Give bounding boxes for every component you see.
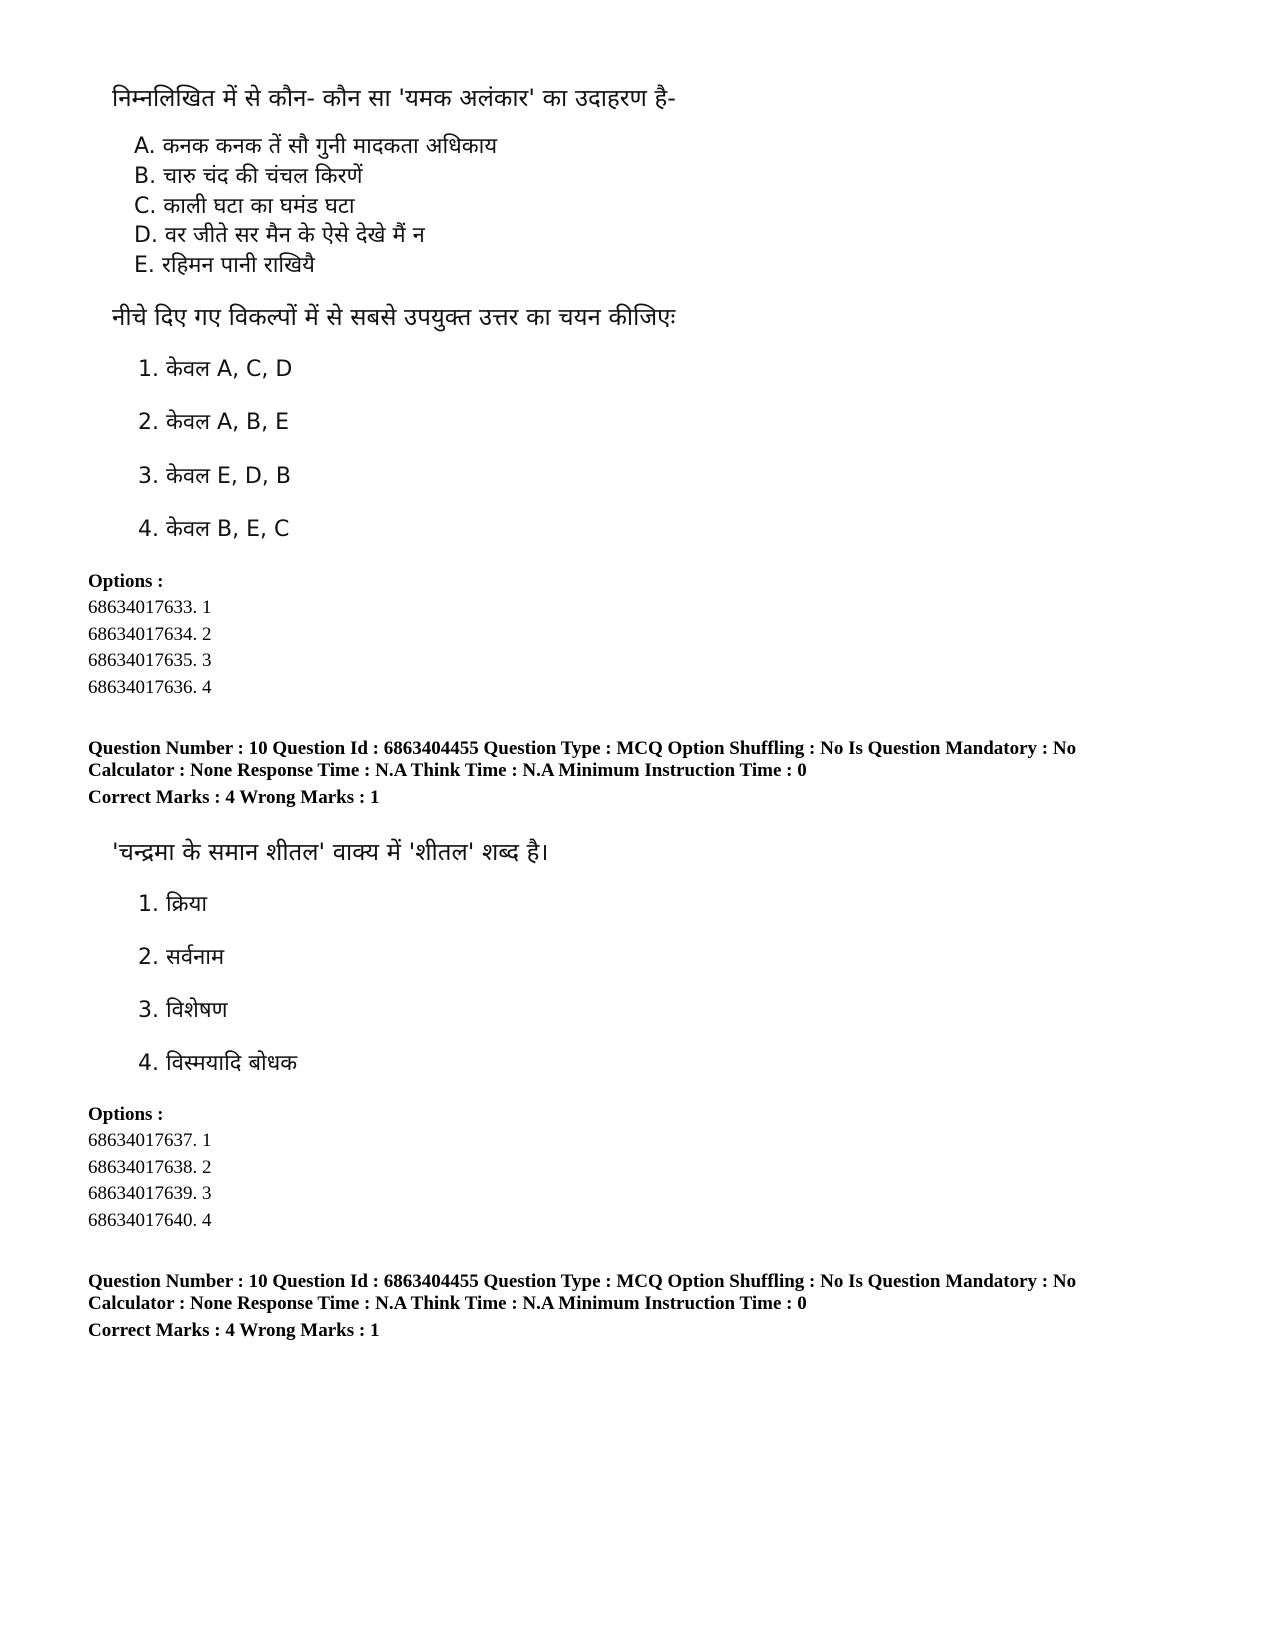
choice-3: 3. केवल E, D, B (138, 464, 291, 489)
question-text: निम्नलिखित में से कौन- कौन सा 'यमक अलंकार' का उदाहरण है- (112, 84, 676, 112)
statement-b: B. चारु चंद की चंचल किरणें (134, 164, 363, 189)
option-id-4: 68634017640. 4 (88, 1210, 212, 1231)
option-id-1: 68634017637. 1 (88, 1130, 212, 1151)
instruction-text: नीचे दिए गए विकल्पों में से सबसे उपयुक्त उत्तर का चयन कीजिएः (112, 303, 676, 331)
question-meta-line-2: Calculator : None Response Time : N.A Think Time : N.A Minimum Instruction Time : 0 (88, 1293, 807, 1314)
option-id-3: 68634017635. 3 (88, 650, 212, 671)
choice-3: 3. विशेषण (138, 998, 228, 1023)
option-id-3: 68634017639. 3 (88, 1183, 212, 1204)
choice-2: 2. सर्वनाम (138, 945, 225, 970)
choice-1: 1. क्रिया (138, 892, 208, 917)
statement-d: D. वर जीते सर मैन के ऐसे देखे मैं न (134, 223, 425, 248)
question-marks: Correct Marks : 4 Wrong Marks : 1 (88, 1320, 380, 1341)
options-label: Options : (88, 1104, 164, 1125)
question-meta-line-1: Question Number : 10 Question Id : 6863404455 Question Type : MCQ Option Shuffling : No Is Question Mandatory : No (88, 738, 1077, 759)
statement-a: A. कनक कनक तें सौ गुनी मादकता अधिकाय (134, 134, 498, 159)
options-label: Options : (88, 571, 164, 592)
statement-e: E. रहिमन पानी राखियै (134, 253, 315, 278)
question-meta-line-1: Question Number : 10 Question Id : 6863404455 Question Type : MCQ Option Shuffling : No Is Question Mandatory : No (88, 1271, 1077, 1292)
option-id-2: 68634017634. 2 (88, 624, 212, 645)
statement-c: C. काली घटा का घमंड घटा (134, 194, 355, 219)
choice-4: 4. विस्मयादि बोधक (138, 1051, 298, 1076)
choice-4: 4. केवल B, E, C (138, 517, 290, 542)
choice-1: 1. केवल A, C, D (138, 357, 293, 382)
question-text: 'चन्द्रमा के समान शीतल' वाक्य में 'शीतल' शब्द है। (112, 838, 549, 866)
question-meta-line-2: Calculator : None Response Time : N.A Think Time : N.A Minimum Instruction Time : 0 (88, 760, 807, 781)
option-id-2: 68634017638. 2 (88, 1157, 212, 1178)
question-marks: Correct Marks : 4 Wrong Marks : 1 (88, 787, 380, 808)
choice-2: 2. केवल A, B, E (138, 410, 290, 435)
option-id-1: 68634017633. 1 (88, 597, 212, 618)
option-id-4: 68634017636. 4 (88, 677, 212, 698)
